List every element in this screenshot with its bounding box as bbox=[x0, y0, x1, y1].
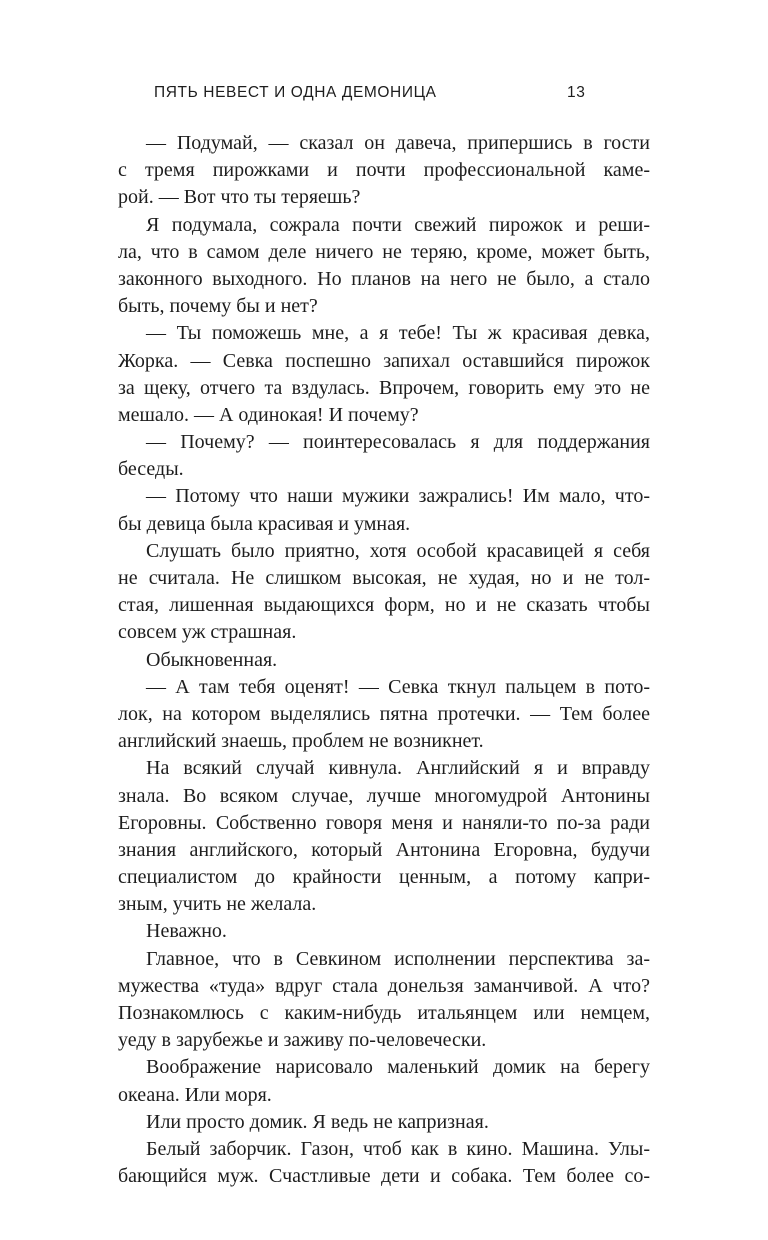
text-line: Познакомлюсь с каким-нибудь итальянцем или немцем, bbox=[118, 1002, 650, 1024]
text-line: лок, на котором выделялись пятна протечки. — Тем более bbox=[118, 702, 650, 725]
text-line: Неважно. bbox=[146, 920, 227, 943]
text-line: беседы. bbox=[118, 458, 184, 481]
body-text bbox=[118, 130, 650, 1190]
text-line: Слушать было приятно, хотя особой красавицей я себя bbox=[146, 539, 650, 562]
text-line: — А там тебя оценят! — Севка ткнул пальцем в пото- bbox=[146, 675, 650, 698]
text-line: рой. — Вот что ты теряешь? bbox=[118, 186, 361, 209]
text-line: ла, что в самом деле ничего не теряю, кроме, может быть, bbox=[118, 240, 650, 263]
page-number: 13 bbox=[567, 84, 586, 101]
text-line: бающийся муж. Счастливые дети и собака. Тем более со- bbox=[118, 1165, 650, 1188]
text-line: уеду в зарубежье и заживу по-человечески. bbox=[118, 1029, 487, 1052]
text-line: совсем уж страшная. bbox=[118, 621, 297, 644]
book-title: ПЯТЬ НЕВЕСТ И ОДНА ДЕМОНИЦА bbox=[154, 84, 437, 101]
text-line: стая, лишенная выдающихся форм, но и не сказать чтобы bbox=[118, 594, 650, 617]
text-line: — Потому что наши мужики зажрались! Им мало, что- bbox=[146, 485, 650, 508]
text-line: — Ты поможешь мне, а я тебе! Ты ж красивая девка, bbox=[146, 322, 650, 345]
text-line: Белый заборчик. Газон, чтоб как в кино. Машина. Улы- bbox=[146, 1137, 650, 1160]
text-line: английский знаешь, проблем не возникнет. bbox=[118, 730, 484, 753]
text-line: быть, почему бы и нет? bbox=[118, 295, 318, 318]
text-line: законного выходного. Но планов на него не было, а стало bbox=[118, 267, 650, 290]
text-line: Обыкновенная. bbox=[146, 648, 278, 671]
text-line: Жорка. — Севка поспешно запихал оставшийся пирожок bbox=[118, 349, 650, 372]
text-line: знания английского, который Антонина Егоровна, будучи bbox=[118, 838, 650, 861]
text-line: На всякий случай кивнула. Английский я и вправду bbox=[146, 757, 650, 780]
text-line: знала. Во всяком случае, лучше многомудрой Антонины bbox=[118, 784, 650, 807]
text-line: Егоровны. Собственно говоря меня и наняли-то по-за ради bbox=[118, 811, 650, 834]
text-line: бы девица была красивая и умная. bbox=[118, 512, 411, 535]
running-header bbox=[118, 84, 650, 108]
text-line: мужества «туда» вдруг стала донельзя заманчивой. А что? bbox=[118, 974, 650, 997]
text-line: океана. Или моря. bbox=[118, 1083, 272, 1106]
text-line: за щеку, отчего та вздулась. Впрочем, говорить ему это не bbox=[118, 376, 650, 399]
text-line: с тремя пирожками и почти профессиональной каме- bbox=[118, 159, 650, 182]
text-line: — Почему? — поинтересовалась я для поддержания bbox=[146, 431, 650, 454]
text-line: мешало. — А одинокая! И почему? bbox=[118, 403, 419, 426]
text-line: — Подумай, — сказал он давеча, припершись в гости bbox=[146, 132, 650, 154]
text-line: зным, учить не желала. bbox=[118, 893, 317, 916]
text-line: специалистом до крайности ценным, а потому капри- bbox=[118, 866, 650, 889]
text-line: Главное, что в Севкином исполнении перспектива за- bbox=[146, 947, 650, 970]
text-line: не считала. Не слишком высокая, не худая, но и не тол- bbox=[118, 567, 650, 589]
text-line: Воображение нарисовало маленький домик на берегу bbox=[146, 1056, 650, 1079]
text-line: Или просто домик. Я ведь не капризная. bbox=[146, 1110, 489, 1133]
text-line: Я подумала, сожрала почти свежий пирожок и реши- bbox=[146, 213, 650, 236]
